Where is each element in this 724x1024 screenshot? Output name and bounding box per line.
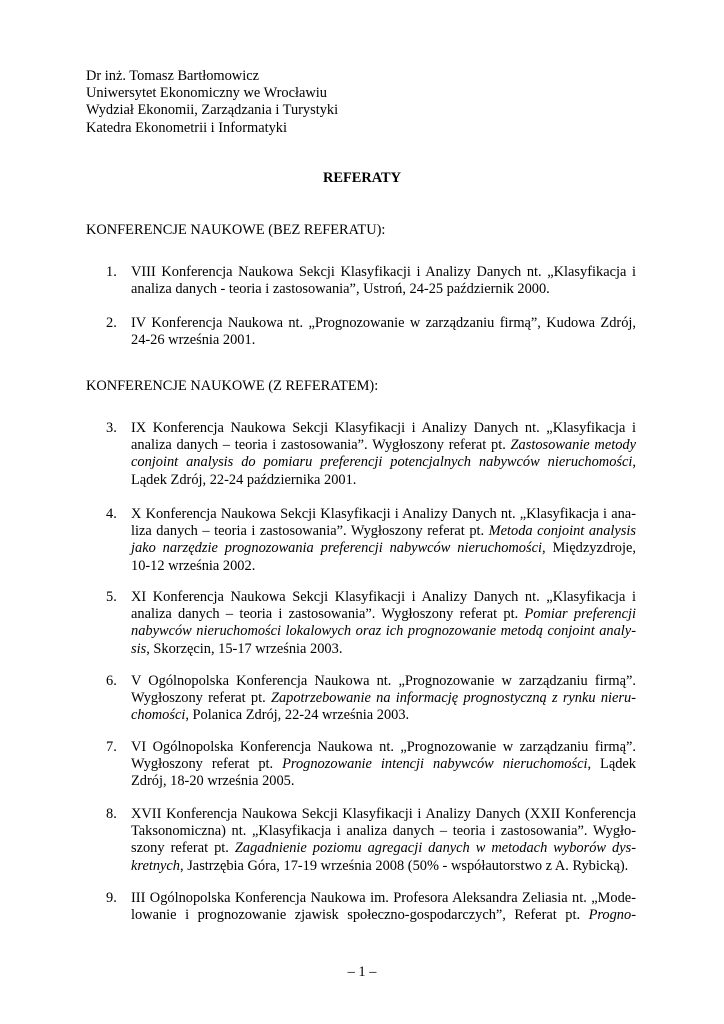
item-line: lowanie i prognozowanie zjawisk społeczno-gospodarczych”, Referat pt. Progno- (131, 907, 636, 924)
item-line: Taksonomiczna) nt. „Klasyfikacja i analiza danych – teoria i zastosowania”. Wygło- (131, 823, 636, 840)
item-number: 5. (106, 589, 117, 605)
item-line: Wygłoszony referat pt. Zapotrzebowanie na informację prognostyczną z rynku nieru- (131, 690, 636, 707)
item-number: 7. (106, 739, 117, 755)
item-line: 10-12 września 2002. (131, 557, 256, 574)
item-line: Zdrój, 18-20 września 2005. (131, 773, 295, 790)
item-line: IX Konferencja Naukowa Sekcji Klasyfikacji i Analizy Danych nt. „Klasyfikacja i (131, 420, 636, 436)
author-university: Uniwersytet Ekonomiczny we Wrocławiu (86, 85, 327, 102)
item-number: 4. (106, 506, 117, 522)
item-line: VIII Konferencja Naukowa Sekcji Klasyfikacji i Analizy Danych nt. „Klasyfikacja i (131, 264, 636, 280)
item-line: VI Ogólnopolska Konferencja Naukowa nt. „Prognozowanie w zarządzaniu firmą”. (131, 739, 636, 755)
item-line: nabywców nieruchomości lokalowych oraz ich prognozowanie metodą conjoint analy- (131, 623, 636, 640)
item-line: chomości, Polanica Zdrój, 22-24 września 2003. (131, 707, 410, 724)
item-line: kretnych, Jastrzębia Góra, 17-19 września 2008 (50% - współautorstwo z A. Rybicką). (131, 857, 629, 874)
item-number: 1. (106, 264, 117, 280)
page-number: – 1 – (347, 964, 377, 980)
item-number: 9. (106, 890, 117, 906)
item-line: conjoint analysis do pomiaru preferencji potencjalnych nabywców nieruchomości, (131, 454, 636, 471)
author-department: Katedra Ekonometrii i Informatyki (86, 119, 288, 136)
author-block (86, 68, 338, 137)
page-title: REFERATY (322, 170, 402, 186)
item-line: XVII Konferencja Naukowa Sekcji Klasyfikacji i Analizy Danych (XXII Konferencja (131, 806, 636, 822)
item-line: liza danych – teoria i zastosowania”. Wygłoszony referat pt. Metoda conjoint analysis (131, 523, 636, 540)
item-line: Lądek Zdrój, 22-24 października 2001. (131, 471, 357, 488)
item-line: XI Konferencja Naukowa Sekcji Klasyfikacji i Analizy Danych nt. „Klasyfikacja i (131, 589, 636, 605)
author-faculty: Wydział Ekonomii, Zarządzania i Turystyki (86, 102, 339, 119)
author-name: Dr inż. Tomasz Bartłomowicz (86, 68, 259, 84)
item-line: analiza danych – teoria i zastosowania”. Wygłoszony referat pt. Zastosowanie metody (131, 437, 636, 454)
item-line: V Ogólnopolska Konferencja Naukowa nt. „Prognozowanie w zarządzaniu firmą”. (131, 673, 636, 689)
item-number: 2. (106, 315, 117, 331)
item-line: 24-26 września 2001. (131, 332, 256, 349)
item-number: 3. (106, 420, 117, 436)
item-line: III Ogólnopolska Konferencja Naukowa im. Profesora Aleksandra Zeliasia nt. „Mode- (131, 890, 636, 906)
item-line: sis, Skorzęcin, 15-17 września 2003. (131, 640, 343, 657)
item-line: Wygłoszony referat pt. Prognozowanie intencji nabywców nieruchomości, Lądek (131, 756, 636, 773)
item-line: jako narzędzie prognozowania preferencji nabywców nieruchomości, Międzyzdroje, (131, 540, 636, 557)
item-line: analiza danych – teoria i zastosowania”. Wygłoszony referat pt. Pomiar preferencji (131, 606, 636, 623)
item-number: 6. (106, 673, 117, 689)
section-heading-without-paper: KONFERENCJE NAUKOWE (BEZ REFERATU): (86, 222, 386, 238)
item-number: 8. (106, 806, 117, 822)
section-heading-with-paper: KONFERENCJE NAUKOWE (Z REFERATEM): (86, 378, 379, 394)
item-line: IV Konferencja Naukowa nt. „Prognozowanie w zarządzaniu firmą”, Kudowa Zdrój, (131, 315, 636, 331)
item-line: X Konferencja Naukowa Sekcji Klasyfikacji i Analizy Danych nt. „Klasyfikacja i ana- (131, 506, 636, 522)
item-line: analiza danych - teoria i zastosowania”, Ustroń, 24-25 październik 2000. (131, 281, 550, 298)
item-line: szony referat pt. Zagadnienie poziomu agregacji danych w metodach wyborów dys- (131, 840, 636, 857)
